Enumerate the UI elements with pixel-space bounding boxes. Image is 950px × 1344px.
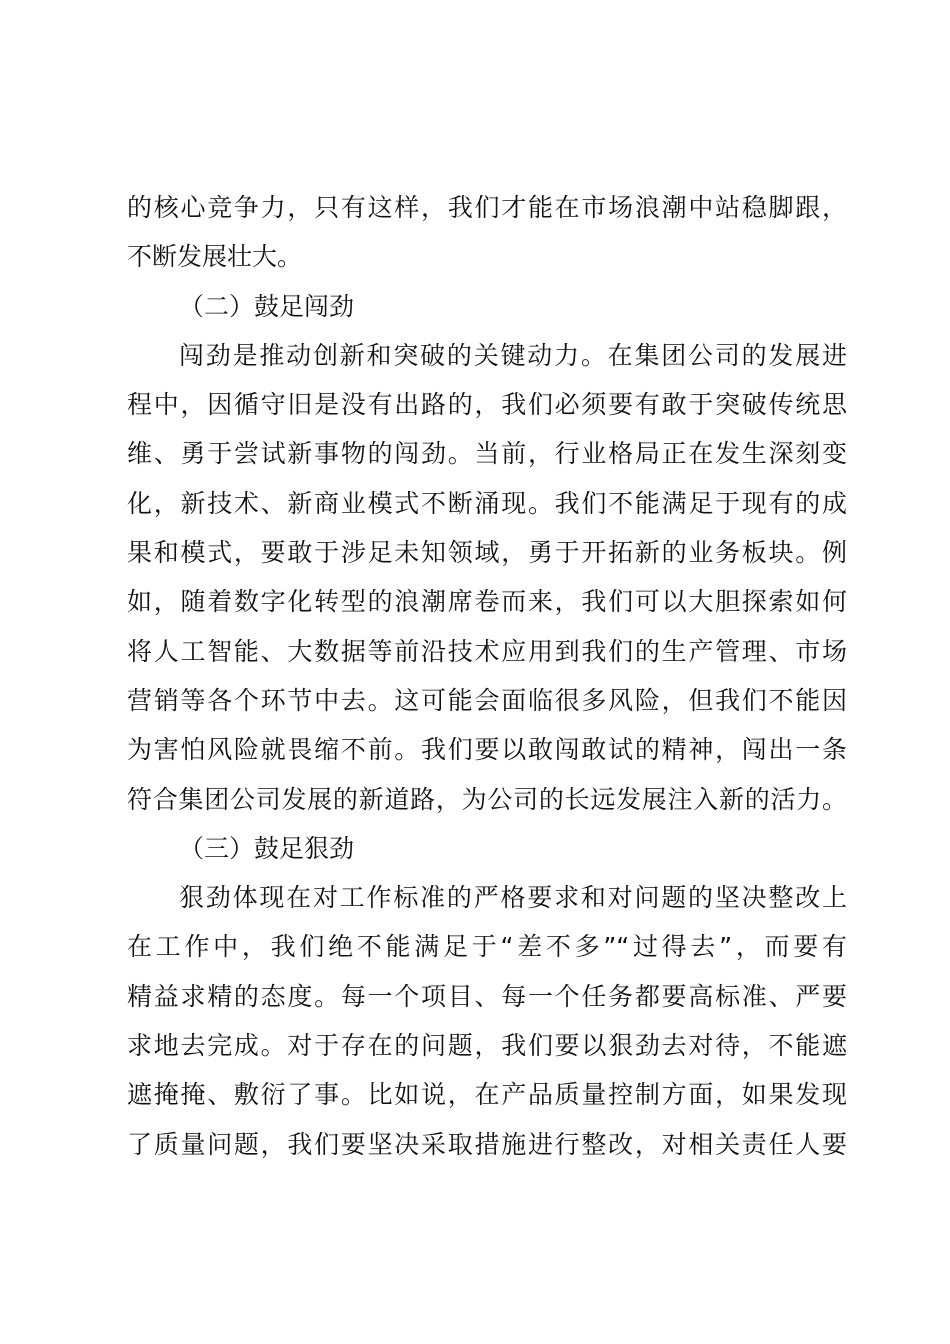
text-line: 如，随着数字化转型的浪潮席卷而来，我们可以大胆探索如何 [127,587,847,617]
text-line: 在工作中，我们绝不能满足于“差不多”“过得去”，而要有 [127,932,847,962]
text-line: 营销等各个环节中去。这可能会面临很多风险，但我们不能因 [127,685,847,715]
section-heading: （三）鼓足狠劲 [179,833,355,863]
text-line: 求地去完成。对于存在的问题，我们要以狠劲去对待，不能遮 [127,1031,847,1061]
text-line: 符合集团公司发展的新道路，为公司的长远发展注入新的活力。 [127,784,847,814]
text-line: 维、勇于尝试新事物的闯劲。当前，行业格局正在发生深刻变 [127,439,847,469]
text-line: 精益求精的态度。每一个项目、每一个任务都要高标准、严要 [127,981,847,1011]
text-line: 的核心竞争力，只有这样，我们才能在市场浪潮中站稳脚跟， [127,193,847,222]
section-heading: （二）鼓足闯劲 [179,291,355,321]
text-line: 程中，因循守旧是没有出路的，我们必须要有敢于突破传统思 [127,390,847,420]
text-line: 化，新技术、新商业模式不断涌现。我们不能满足于现有的成 [127,488,847,518]
text-line: 闯劲是推动创新和突破的关键动力。在集团公司的发展进 [179,340,847,370]
text-line: 将人工智能、大数据等前沿技术应用到我们的生产管理、市场 [127,636,847,666]
text-line: 了质量问题，我们要坚决采取措施进行整改，对相关责任人要 [127,1129,847,1159]
text-line: 遮掩掩、敷衍了事。比如说，在产品质量控制方面，如果发现 [127,1080,847,1110]
text-line: 不断发展壮大。 [127,242,303,272]
text-line: 狠劲体现在对工作标准的严格要求和对问题的坚决整改上 [179,883,847,913]
text-line: 果和模式，要敢于涉足未知领域，勇于开拓新的业务板块。例 [127,538,847,568]
text-line: 为害怕风险就畏缩不前。我们要以敢闯敢试的精神，闯出一条 [127,735,847,765]
document-body [127,183,847,1169]
